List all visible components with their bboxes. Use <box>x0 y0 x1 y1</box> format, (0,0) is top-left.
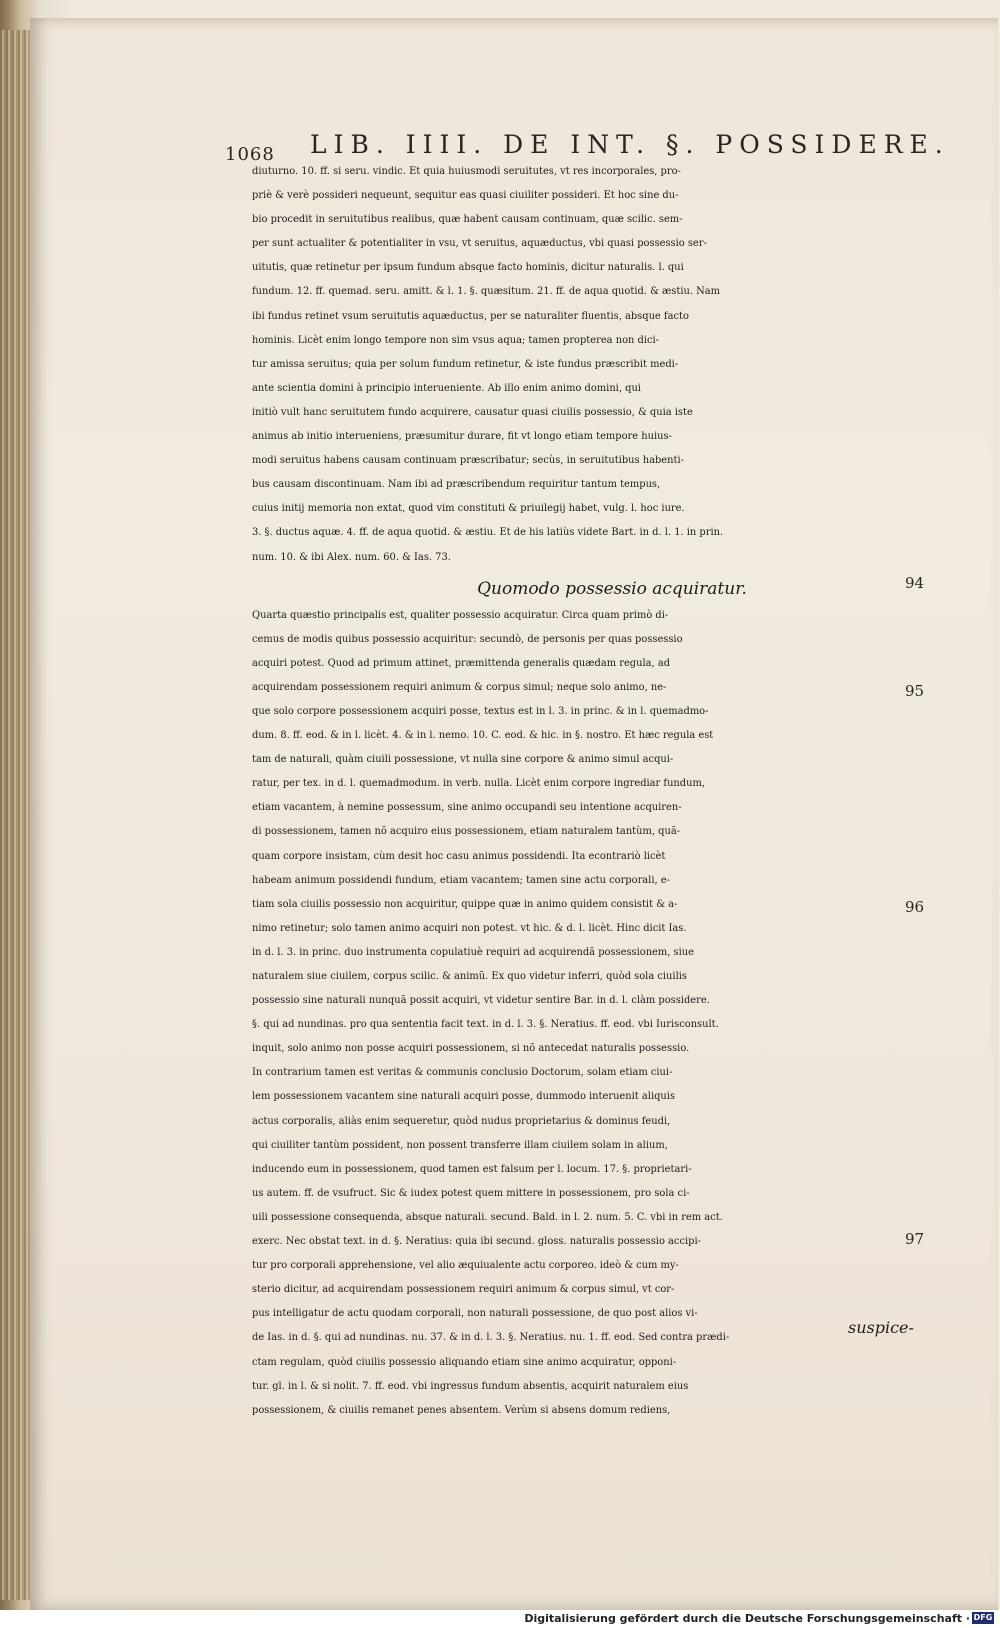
text-line: inducendo eum in possessionem, quod tamen est falsum per l. locum. 17. §. proprietari- <box>252 1163 692 1175</box>
text-line: sterio dicitur, ad acquirendam possessionem requiri animum & corpus simul, vt cor- <box>252 1284 675 1296</box>
text-line: ante scientia domini à principio interueniente. Ab illo enim animo domini, qui <box>252 382 641 394</box>
dfg-logo-icon: DFG <box>973 1613 993 1622</box>
text-before-section <box>252 160 932 570</box>
text-line: cemus de modis quibus possessio acquiritur: secundò, de personis per quas possessio <box>252 633 683 645</box>
text-line: tam de naturali, quàm ciuili possessione, vt nulla sine corpore & animo simul acqui- <box>252 754 674 766</box>
text-line: ibi fundus retinet vsum seruitutis aquæductus, per se naturaliter fluentis, absque facto <box>252 310 689 322</box>
main-text-block <box>252 160 932 1416</box>
text-line: acquiri potest. Quod ad primum attinet, præmittenda generalis quædam regula, ad <box>252 657 671 669</box>
running-title: LIB. IIII. DE INT. §. POSSIDERE. <box>310 130 950 159</box>
text-line: lem possessionem vacantem sine naturali acquiri posse, dummodo interuenit aliquis <box>252 1091 676 1103</box>
text-line: quam corpore insistam, cùm desit hoc casu animus possidendi. Ita econtrariò licèt <box>252 850 666 862</box>
text-line: diuturno. 10. ff. si seru. vindic. Et quia huiusmodi seruitutes, vt res incorporales, pro- <box>252 166 681 177</box>
text-line: inquit, solo animo non posse acquiri possessionem, si nõ antecedat naturalis possessio. <box>252 1043 690 1055</box>
text-line: tur amissa seruitus; quia per solum fundum retinetur, & iste fundus præscribit medi- <box>252 358 679 370</box>
margin-number: 94 <box>905 574 925 592</box>
text-line: exerc. Nec obstat text. in d. §. Neratius: quia ibi secund. gloss. naturalis possessio accipi- <box>252 1236 701 1248</box>
text-line: nimo retinetur; solo tamen animo acquiri non potest. vt hic. & d. l. licèt. Hinc dicit Ias. <box>252 922 687 934</box>
text-line: hominis. Licèt enim longo tempore non sim vsus aqua; tamen propterea non dici- <box>252 334 660 346</box>
text-line: uili possessione consequenda, absque naturali. secund. Bald. in l. 2. num. 5. C. vbi in rem act. <box>252 1211 723 1223</box>
text-line: qui ciuiliter tantùm possident, non possent transferre illam ciuilem solam in alium, <box>252 1139 668 1151</box>
text-after-section <box>252 604 932 1423</box>
text-line: bus causam discontinuam. Nam ibi ad præscribendum requiritur tantum tempus, <box>252 479 661 491</box>
catchword: suspice- <box>848 1318 914 1337</box>
text-line: initiò vult hanc seruitutem fundo acquirere, causatur quasi ciuilis possessio, & quia iste <box>252 406 693 418</box>
text-line: In contrarium tamen est veritas & communis conclusio Doctorum, solam etiam ciui- <box>252 1067 673 1079</box>
text-line: num. 10. & ibi Alex. num. 60. & Ias. 73. <box>252 551 451 563</box>
footer-credit: Digitalisierung gefördert durch die Deutsche Forschungsgemeinschaft · <box>524 1612 970 1625</box>
text-line: per sunt actualiter & potentialiter in vsu, vt seruitus, aquæductus, vbi quasi possessio ser- <box>252 238 707 250</box>
text-line: bio procedit in seruitutibus realibus, quæ habent causam continuam, quæ scilic. sem- <box>252 214 683 226</box>
text-line: di possessionem, tamen nõ acquiro eius possessionem, etiam naturalem tantùm, quã- <box>252 826 681 838</box>
margin-number: 96 <box>905 898 925 916</box>
text-line: de Ias. in d. §. qui ad nundinas. nu. 37. & in d. l. 3. §. Neratius. nu. 1. ff. eod. Sed contra prædi- <box>252 1332 730 1344</box>
text-line: 3. §. ductus aquæ. 4. ff. de aqua quotid. & æstiu. Et de his latiùs videte Bart. in d. l. 1. in prin. <box>252 527 724 539</box>
text-line: uitutis, quæ retinetur per ipsum fundum absque facto hominis, dicitur naturalis. l. qui <box>252 262 684 274</box>
text-line: possessio sine naturali nunquã possit acquiri, vt videtur sentire Bar. in d. l. clàm possidere. <box>252 995 710 1007</box>
text-line: cuius initij memoria non extat, quod vim constituti & priuilegij habet, vulg. l. hoc iure. <box>252 503 685 515</box>
text-line: tur. gl. in l. & si nolit. 7. ff. eod. vbi ingressus fundum absentis, acquirit naturalem eius <box>252 1380 689 1392</box>
text-line: actus corporalis, aliàs enim sequeretur, quòd nudus proprietarius & dominus feudi, <box>252 1115 671 1127</box>
margin-number: 95 <box>905 682 925 700</box>
text-line: dum. 8. ff. eod. & in l. licèt. 4. & in l. nemo. 10. C. eod. & hic. in §. nostro. Et hæc regula est <box>252 730 714 742</box>
section-title: Quomodo possessio acquiratur. <box>477 578 747 599</box>
text-line: in d. l. 3. in princ. duo instrumenta copulatiuè requiri ad acquirendã possessionem, siue <box>252 946 694 958</box>
text-line: etiam vacantem, à nemine possessum, sine animo occupandi seu intentione acquiren- <box>252 802 682 814</box>
margin-number: 97 <box>905 1230 925 1248</box>
folio-number: 1068 <box>225 144 275 165</box>
book-page-edges <box>0 30 30 1600</box>
text-line: modi seruitus habens causam continuam præscribatur; secùs, in seruitutibus habenti- <box>252 455 684 467</box>
text-line: us autem. ff. de vsufruct. Sic & iudex potest quem mittere in possessionem, pro sola ci- <box>252 1187 690 1199</box>
text-line: fundum. 12. ff. quemad. seru. amitt. & l. 1. §. quæsitum. 21. ff. de aqua quotid. & æstiu. Nam <box>252 286 721 298</box>
text-line: ctam regulam, quòd ciuilis possessio aliquando etiam sine animo acquiratur, opponi- <box>252 1356 677 1368</box>
text-line: naturalem siue ciuilem, corpus scilic. & animũ. Ex quo videtur inferri, quòd sola ciuilis <box>252 971 687 982</box>
text-line: pus intelligatur de actu quodam corporali, non naturali possessione, de quo post alios vi- <box>252 1308 698 1320</box>
text-line: habeam animum possidendi fundum, etiam vacantem; tamen sine actu corporali, e- <box>252 874 670 886</box>
text-line: tiam sola ciuilis possessio non acquiritur, quippe quæ in animo quidem consistit & a- <box>252 898 678 910</box>
text-line: Quarta quæstio principalis est, qualiter possessio acquiratur. Circa quam primò di- <box>252 609 669 621</box>
text-line: tur pro corporali apprehensione, vel alio æquiualente actu corporeo. ideò & cum my- <box>252 1260 679 1272</box>
text-line: que solo corpore possessionem acquiri posse, textus est in l. 3. in princ. & in l. quemadmo- <box>252 705 709 717</box>
text-line: acquirendam possessionem requiri animum & corpus simul; neque solo animo, ne- <box>252 681 667 693</box>
text-line: §. qui ad nundinas. pro qua sententia facit text. in d. l. 3. §. Neratius. ff. eod. vbi Iurisconsult. <box>252 1019 719 1031</box>
text-line: possessionem, & ciuilis remanet penes absentem. Verùm si absens domum rediens, <box>252 1404 671 1416</box>
text-line: ratur, per tex. in d. l. quemadmodum. in verb. nulla. Licèt enim corpore ingrediar fundum, <box>252 778 705 790</box>
text-line: animus ab initio interueniens, præsumitur durare, fit vt longo etiam tempore huius- <box>252 431 672 443</box>
text-line: priè & verè possideri nequeunt, sequitur eas quasi ciuiliter possideri. Et hoc sine du- <box>252 190 679 202</box>
